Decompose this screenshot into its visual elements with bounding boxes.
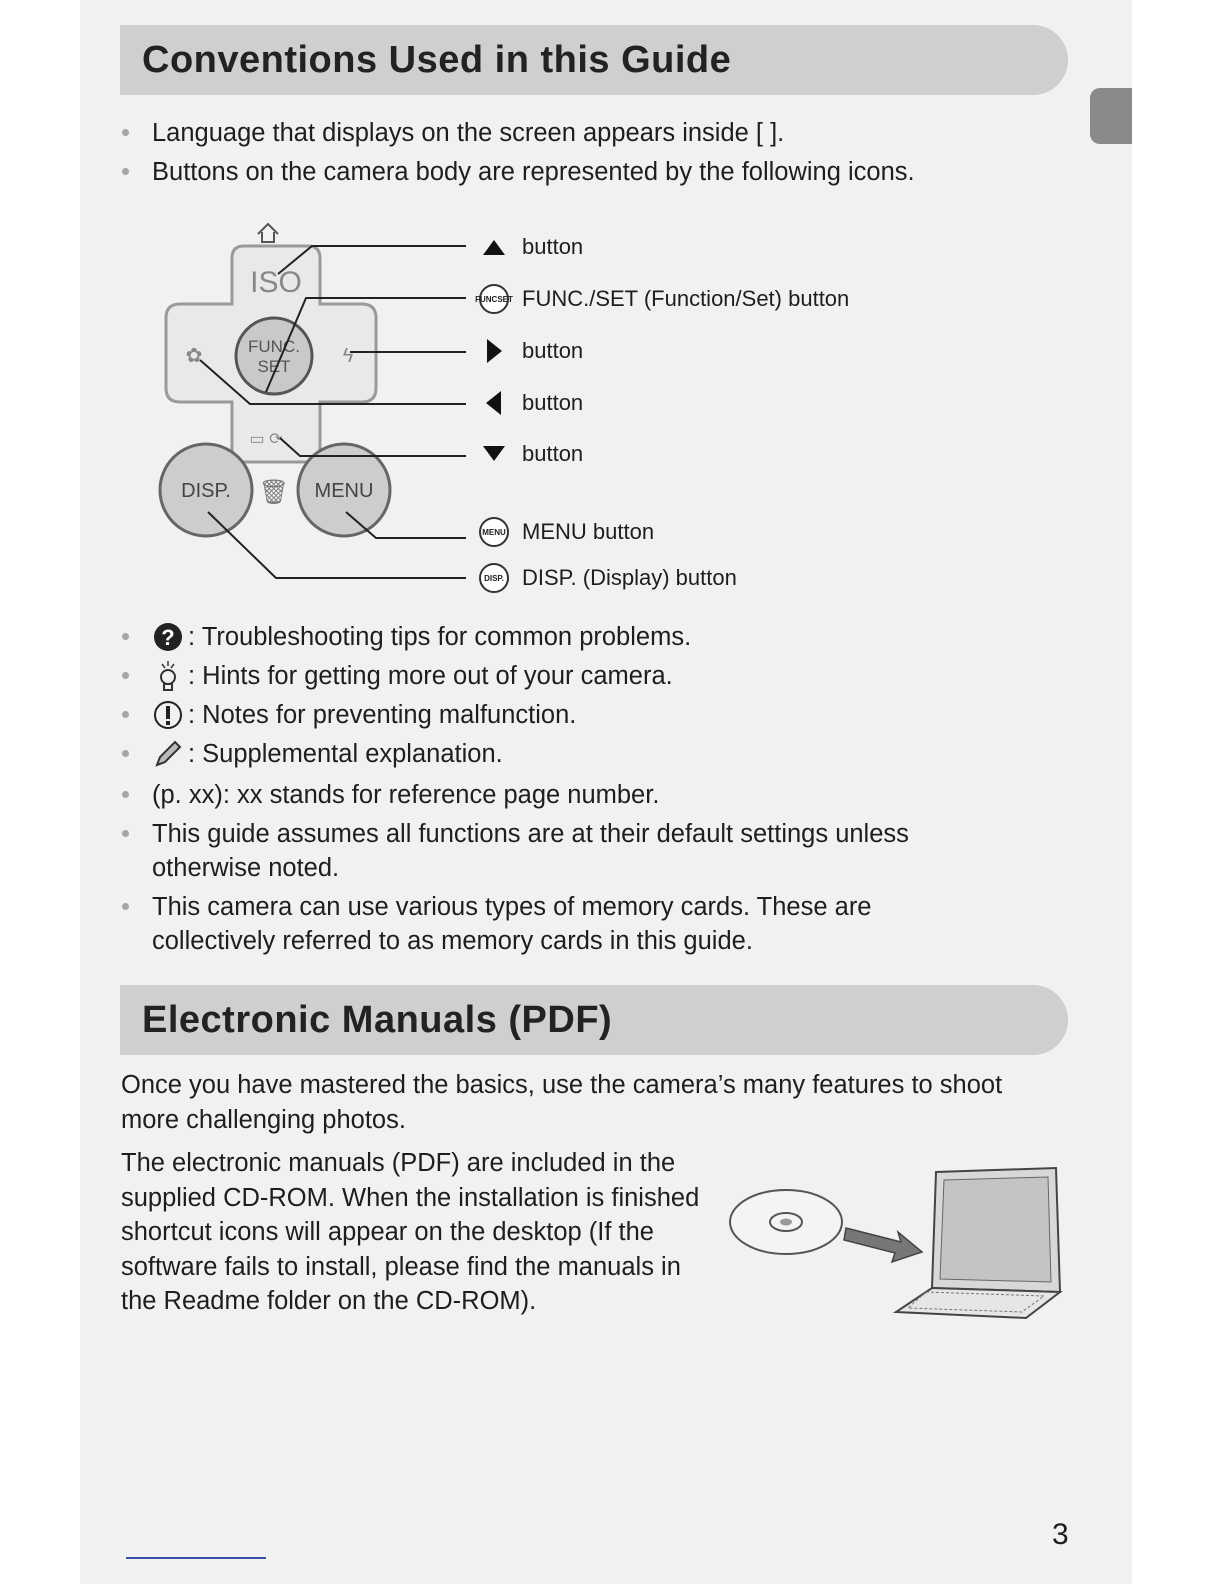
label-disp-button: DISP. DISP. (Display) button xyxy=(476,563,737,593)
disp-icon: DISP. xyxy=(479,563,509,593)
label-left-button: button xyxy=(476,390,583,416)
page-number: 3 xyxy=(1052,1518,1069,1551)
right-arrow-icon xyxy=(476,338,512,364)
bullet-item xyxy=(122,778,1022,812)
troubleshooting-icon xyxy=(152,621,184,653)
conventions-bullets xyxy=(122,116,1022,194)
camera-body-illustration xyxy=(150,212,480,608)
more-bullets xyxy=(122,778,1022,963)
pencil-icon xyxy=(152,738,184,770)
label-right-button: button xyxy=(476,338,583,364)
label-func-set-button: FUNC SET FUNC./SET (Function/Set) button xyxy=(476,284,849,314)
section-title-conventions: Conventions Used in this Guide xyxy=(120,25,1068,95)
label-down-button: button xyxy=(476,441,583,467)
bullet-item xyxy=(122,817,1022,885)
left-arrow-icon xyxy=(476,390,512,416)
icon-notes-list xyxy=(122,620,1022,776)
svg-text:ϟ: ϟ xyxy=(342,345,354,367)
bullet-text: This guide assumes all functions are at their default settings unless otherwise noted. xyxy=(152,820,909,882)
up-arrow-icon xyxy=(476,238,512,256)
hint-bulb-icon xyxy=(152,660,184,692)
svg-text:🗑: 🗑 xyxy=(258,479,290,506)
note-hint: : Hints for getting more out of your camera. xyxy=(122,659,1022,693)
bullet-text: This camera can use various types of memory cards. These are collectively referred to as memory cards in this guide. xyxy=(152,893,872,955)
camera-controls-diagram xyxy=(150,212,910,608)
bullet-item xyxy=(122,890,1022,958)
svg-text:MENU: MENU xyxy=(314,480,374,502)
svg-text:✿: ✿ xyxy=(185,345,203,367)
svg-text:▭ ⟳: ▭ ⟳ xyxy=(249,431,283,448)
menu-icon: MENU xyxy=(479,517,509,547)
down-arrow-icon xyxy=(476,445,512,463)
svg-text:FUNC.: FUNC. xyxy=(248,337,300,356)
note-troubleshooting: ? : Troubleshooting tips for common problems. xyxy=(122,620,1022,654)
cd-rom-paragraph: The electronic manuals (PDF) are included in the supplied CD-ROM. When the installation is finished shortcut icons will appear on the desktop (If the software fails to install, please find the manuals in the Readme folder on the CD-ROM). xyxy=(121,1149,700,1315)
section-side-tab xyxy=(1090,88,1132,144)
footer-rule xyxy=(126,1557,266,1559)
bullet-item xyxy=(122,116,1022,150)
bullet-text: Language that displays on the screen appears inside [ ]. xyxy=(152,119,785,147)
note-caution: : Notes for preventing malfunction. xyxy=(122,698,1022,732)
bullet-item xyxy=(122,155,1022,189)
label-up-button: button xyxy=(476,234,583,260)
cd-to-laptop-illustration xyxy=(726,1162,1066,1332)
bullet-text: (p. xx): xx stands for reference page number. xyxy=(152,781,660,809)
svg-text:SET: SET xyxy=(257,357,291,376)
func-set-icon: FUNC SET xyxy=(479,284,509,314)
section-title-electronic-manuals: Electronic Manuals (PDF) xyxy=(120,985,1068,1055)
note-supplemental: : Supplemental explanation. xyxy=(122,737,1022,771)
caution-icon xyxy=(152,699,184,731)
iso-button-label: ISO xyxy=(250,266,302,299)
label-menu-button: MENU MENU button xyxy=(476,517,654,547)
svg-text:?: ? xyxy=(161,625,175,650)
intro-paragraph: Once you have mastered the basics, use the camera’s many features to shoot more challenging photos. xyxy=(121,1071,1003,1134)
svg-text:DISP.: DISP. xyxy=(181,480,231,502)
bullet-text: Buttons on the camera body are represented by the following icons. xyxy=(152,158,915,186)
